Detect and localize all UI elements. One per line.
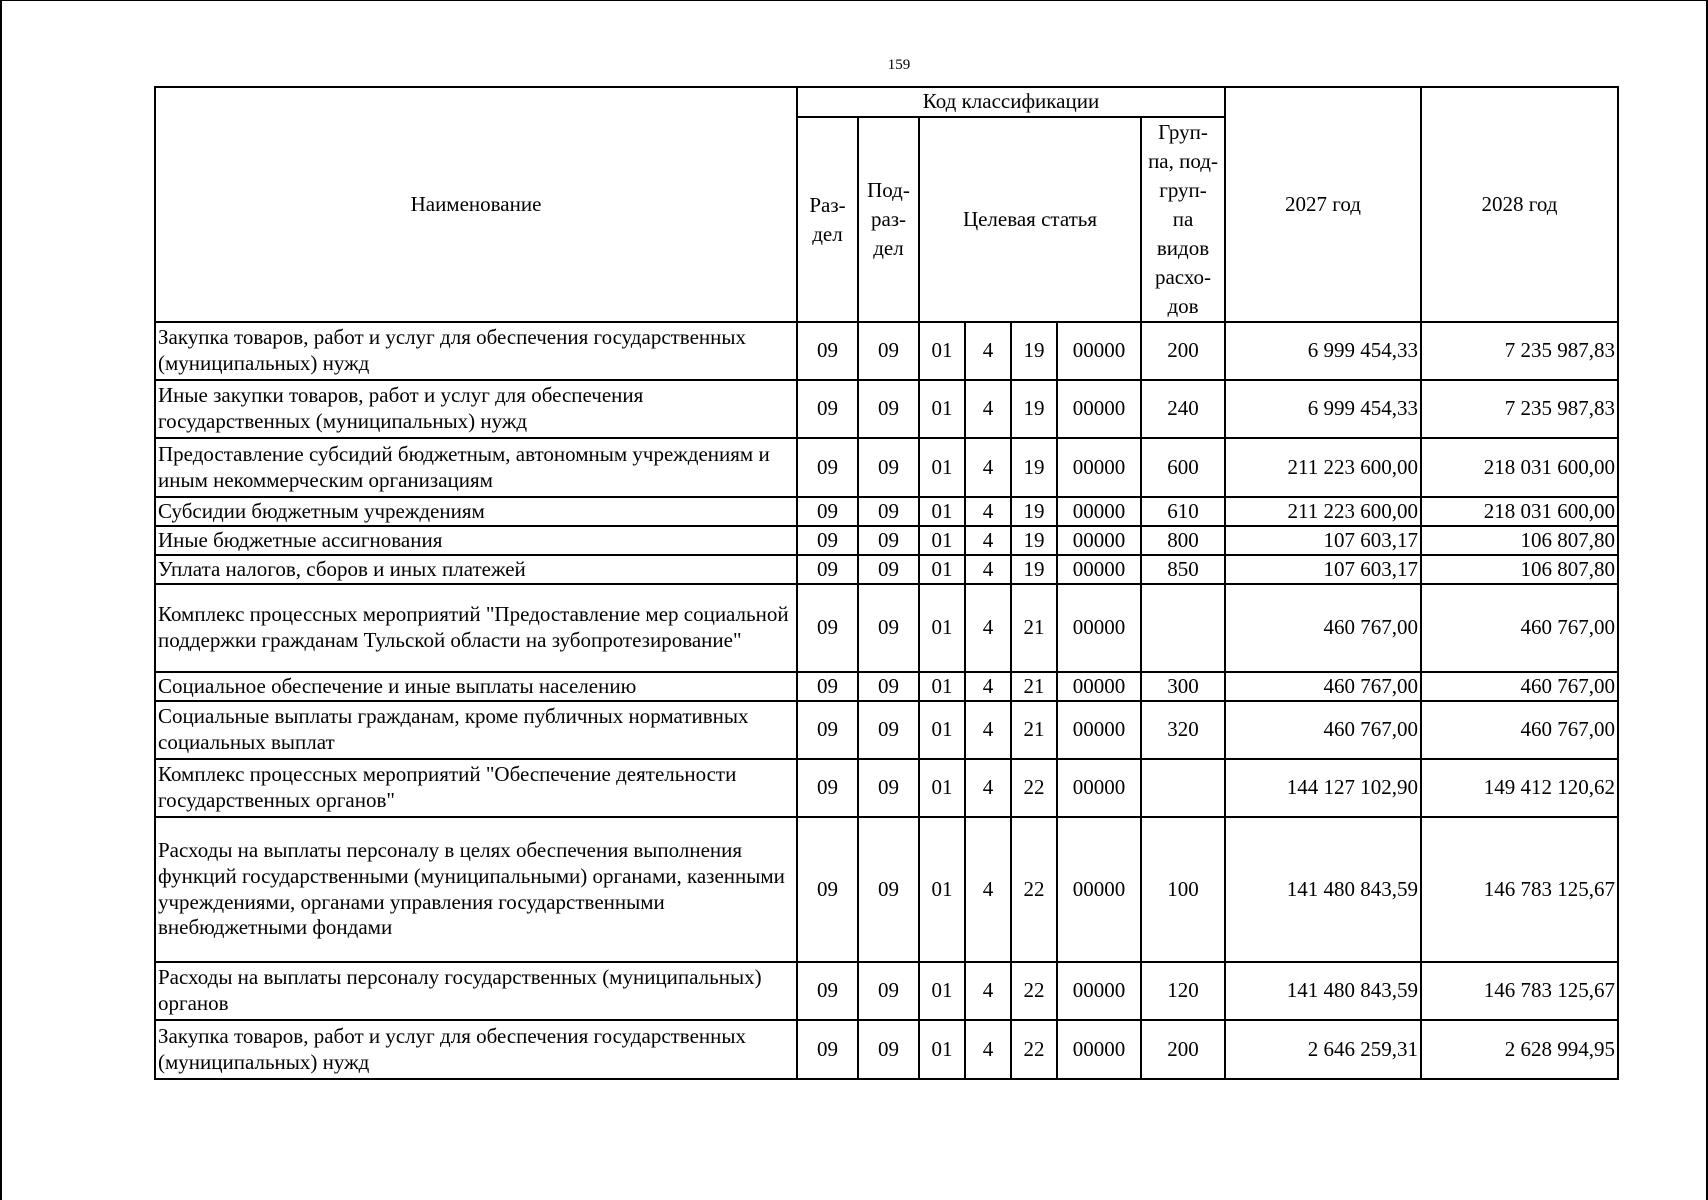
row-amount-2027: 460 767,00	[1225, 701, 1421, 759]
row-name: Расходы на выплаты персоналу в целях обеспечения выполнения функций государственными (муниципальными) органами, казенными учреждениями, органами управления государственными внебюджетными фондами	[155, 817, 797, 962]
row-target-part-2: 4	[965, 1020, 1011, 1079]
header-razdel: Раз- дел	[797, 117, 858, 322]
row-razdel: 09	[797, 497, 858, 526]
table-row	[155, 759, 1618, 817]
row-razdel: 09	[797, 701, 858, 759]
row-razdel: 09	[797, 322, 858, 380]
row-target-part-2: 4	[965, 672, 1011, 701]
row-podrazdel: 09	[858, 526, 919, 555]
row-podrazdel: 09	[858, 701, 919, 759]
row-target-part-1: 01	[919, 497, 965, 526]
row-target-part-4: 00000	[1057, 962, 1141, 1020]
row-target-part-4: 00000	[1057, 526, 1141, 555]
row-amount-2028: 7 235 987,83	[1421, 380, 1618, 438]
row-expense-group	[1141, 584, 1225, 672]
row-target-part-2: 4	[965, 526, 1011, 555]
row-expense-group	[1141, 759, 1225, 817]
row-podrazdel: 09	[858, 817, 919, 962]
table-row	[155, 555, 1618, 584]
row-name: Предоставление субсидий бюджетным, автономным учреждениям и иным некоммерческим организациям	[155, 438, 797, 497]
row-razdel: 09	[797, 438, 858, 497]
row-target-part-3: 19	[1011, 380, 1057, 438]
row-name: Расходы на выплаты персоналу государственных (муниципальных) органов	[155, 962, 797, 1020]
row-target-part-1: 01	[919, 322, 965, 380]
row-target-part-2: 4	[965, 380, 1011, 438]
row-razdel: 09	[797, 817, 858, 962]
row-target-part-4: 00000	[1057, 380, 1141, 438]
row-target-part-4: 00000	[1057, 497, 1141, 526]
table-row	[155, 672, 1618, 701]
row-razdel: 09	[797, 380, 858, 438]
row-amount-2028: 106 807,80	[1421, 555, 1618, 584]
row-name: Социальные выплаты гражданам, кроме публичных нормативных социальных выплат	[155, 701, 797, 759]
row-razdel: 09	[797, 1020, 858, 1079]
row-amount-2027: 211 223 600,00	[1225, 497, 1421, 526]
row-name: Комплекс процессных мероприятий "Предоставление мер социальной поддержки гражданам Тульской области на зубопротезирование"	[155, 584, 797, 672]
row-podrazdel: 09	[858, 672, 919, 701]
row-amount-2027: 211 223 600,00	[1225, 438, 1421, 497]
row-target-part-1: 01	[919, 526, 965, 555]
row-target-part-2: 4	[965, 584, 1011, 672]
row-name: Иные бюджетные ассигнования	[155, 526, 797, 555]
row-target-part-2: 4	[965, 817, 1011, 962]
row-amount-2027: 141 480 843,59	[1225, 817, 1421, 962]
row-target-part-3: 21	[1011, 701, 1057, 759]
row-target-part-3: 19	[1011, 322, 1057, 380]
row-target-part-3: 21	[1011, 584, 1057, 672]
table-row	[155, 438, 1618, 497]
row-target-part-3: 19	[1011, 438, 1057, 497]
budget-table	[154, 86, 1619, 1080]
row-amount-2027: 144 127 102,90	[1225, 759, 1421, 817]
row-razdel: 09	[797, 672, 858, 701]
row-amount-2027: 6 999 454,33	[1225, 322, 1421, 380]
row-target-part-1: 01	[919, 438, 965, 497]
table-header	[155, 87, 1618, 322]
row-podrazdel: 09	[858, 380, 919, 438]
row-target-part-4: 00000	[1057, 322, 1141, 380]
row-target-part-3: 19	[1011, 555, 1057, 584]
row-target-part-1: 01	[919, 672, 965, 701]
row-name: Закупка товаров, работ и услуг для обеспечения государственных (муниципальных) нужд	[155, 322, 797, 380]
row-expense-group: 320	[1141, 701, 1225, 759]
table-row	[155, 322, 1618, 380]
row-target-part-2: 4	[965, 759, 1011, 817]
row-expense-group: 300	[1141, 672, 1225, 701]
table-row	[155, 962, 1618, 1020]
row-name: Социальное обеспечение и иные выплаты населению	[155, 672, 797, 701]
row-expense-group: 100	[1141, 817, 1225, 962]
row-target-part-2: 4	[965, 322, 1011, 380]
header-classification: Код классификации	[797, 87, 1225, 117]
row-amount-2028: 2 628 994,95	[1421, 1020, 1618, 1079]
row-target-part-4: 00000	[1057, 817, 1141, 962]
row-name: Иные закупки товаров, работ и услуг для обеспечения государственных (муниципальных) нужд	[155, 380, 797, 438]
row-amount-2027: 6 999 454,33	[1225, 380, 1421, 438]
row-expense-group: 120	[1141, 962, 1225, 1020]
row-name: Субсидии бюджетным учреждениям	[155, 497, 797, 526]
row-target-part-1: 01	[919, 1020, 965, 1079]
row-target-part-1: 01	[919, 584, 965, 672]
table-row	[155, 497, 1618, 526]
row-podrazdel: 09	[858, 759, 919, 817]
row-podrazdel: 09	[858, 584, 919, 672]
row-amount-2028: 146 783 125,67	[1421, 817, 1618, 962]
row-target-part-1: 01	[919, 701, 965, 759]
row-expense-group: 200	[1141, 322, 1225, 380]
table-row	[155, 380, 1618, 438]
row-podrazdel: 09	[858, 555, 919, 584]
table-row	[155, 526, 1618, 555]
row-target-part-3: 19	[1011, 526, 1057, 555]
header-expense-group: Груп- па, под- груп- па видов расхо- дов	[1141, 117, 1225, 322]
row-target-part-3: 22	[1011, 1020, 1057, 1079]
header-year-2027: 2027 год	[1225, 87, 1421, 322]
row-expense-group: 200	[1141, 1020, 1225, 1079]
row-amount-2027: 460 767,00	[1225, 672, 1421, 701]
row-podrazdel: 09	[858, 438, 919, 497]
row-podrazdel: 09	[858, 1020, 919, 1079]
row-target-part-3: 19	[1011, 497, 1057, 526]
row-amount-2028: 218 031 600,00	[1421, 438, 1618, 497]
row-name: Уплата налогов, сборов и иных платежей	[155, 555, 797, 584]
row-target-part-4: 00000	[1057, 672, 1141, 701]
row-razdel: 09	[797, 526, 858, 555]
row-target-part-2: 4	[965, 438, 1011, 497]
table-body	[155, 322, 1618, 1079]
row-target-part-1: 01	[919, 962, 965, 1020]
row-target-part-3: 22	[1011, 962, 1057, 1020]
row-amount-2028: 106 807,80	[1421, 526, 1618, 555]
row-expense-group: 600	[1141, 438, 1225, 497]
row-target-part-1: 01	[919, 555, 965, 584]
header-year-2028: 2028 год	[1421, 87, 1618, 322]
row-amount-2027: 460 767,00	[1225, 584, 1421, 672]
row-podrazdel: 09	[858, 962, 919, 1020]
page-number: 159	[887, 57, 911, 73]
row-amount-2027: 141 480 843,59	[1225, 962, 1421, 1020]
row-target-part-2: 4	[965, 555, 1011, 584]
row-target-part-2: 4	[965, 497, 1011, 526]
row-amount-2028: 146 783 125,67	[1421, 962, 1618, 1020]
row-target-part-4: 00000	[1057, 701, 1141, 759]
row-target-part-4: 00000	[1057, 1020, 1141, 1079]
row-name: Комплекс процессных мероприятий "Обеспечение деятельности государственных органов"	[155, 759, 797, 817]
row-podrazdel: 09	[858, 322, 919, 380]
row-razdel: 09	[797, 584, 858, 672]
table-row	[155, 584, 1618, 672]
row-target-part-2: 4	[965, 962, 1011, 1020]
row-expense-group: 800	[1141, 526, 1225, 555]
header-target-article: Целевая статья	[919, 117, 1141, 322]
row-name: Закупка товаров, работ и услуг для обеспечения государственных (муниципальных) нужд	[155, 1020, 797, 1079]
row-expense-group: 240	[1141, 380, 1225, 438]
row-amount-2028: 218 031 600,00	[1421, 497, 1618, 526]
row-amount-2028: 460 767,00	[1421, 584, 1618, 672]
table-row	[155, 701, 1618, 759]
header-name: Наименование	[155, 87, 797, 322]
row-amount-2028: 460 767,00	[1421, 701, 1618, 759]
row-expense-group: 610	[1141, 497, 1225, 526]
row-target-part-1: 01	[919, 759, 965, 817]
row-target-part-4: 00000	[1057, 759, 1141, 817]
row-razdel: 09	[797, 555, 858, 584]
row-razdel: 09	[797, 962, 858, 1020]
row-target-part-1: 01	[919, 380, 965, 438]
row-amount-2028: 7 235 987,83	[1421, 322, 1618, 380]
table-row	[155, 1020, 1618, 1079]
table-row	[155, 817, 1618, 962]
row-target-part-3: 22	[1011, 759, 1057, 817]
row-amount-2027: 107 603,17	[1225, 555, 1421, 584]
row-amount-2027: 107 603,17	[1225, 526, 1421, 555]
header-podrazdel: Под- раз- дел	[858, 117, 919, 322]
row-podrazdel: 09	[858, 497, 919, 526]
row-target-part-3: 21	[1011, 672, 1057, 701]
row-expense-group: 850	[1141, 555, 1225, 584]
row-target-part-4: 00000	[1057, 584, 1141, 672]
row-target-part-2: 4	[965, 701, 1011, 759]
row-target-part-4: 00000	[1057, 438, 1141, 497]
row-amount-2027: 2 646 259,31	[1225, 1020, 1421, 1079]
row-amount-2028: 149 412 120,62	[1421, 759, 1618, 817]
row-amount-2028: 460 767,00	[1421, 672, 1618, 701]
row-target-part-1: 01	[919, 817, 965, 962]
row-target-part-4: 00000	[1057, 555, 1141, 584]
row-razdel: 09	[797, 759, 858, 817]
row-target-part-3: 22	[1011, 817, 1057, 962]
